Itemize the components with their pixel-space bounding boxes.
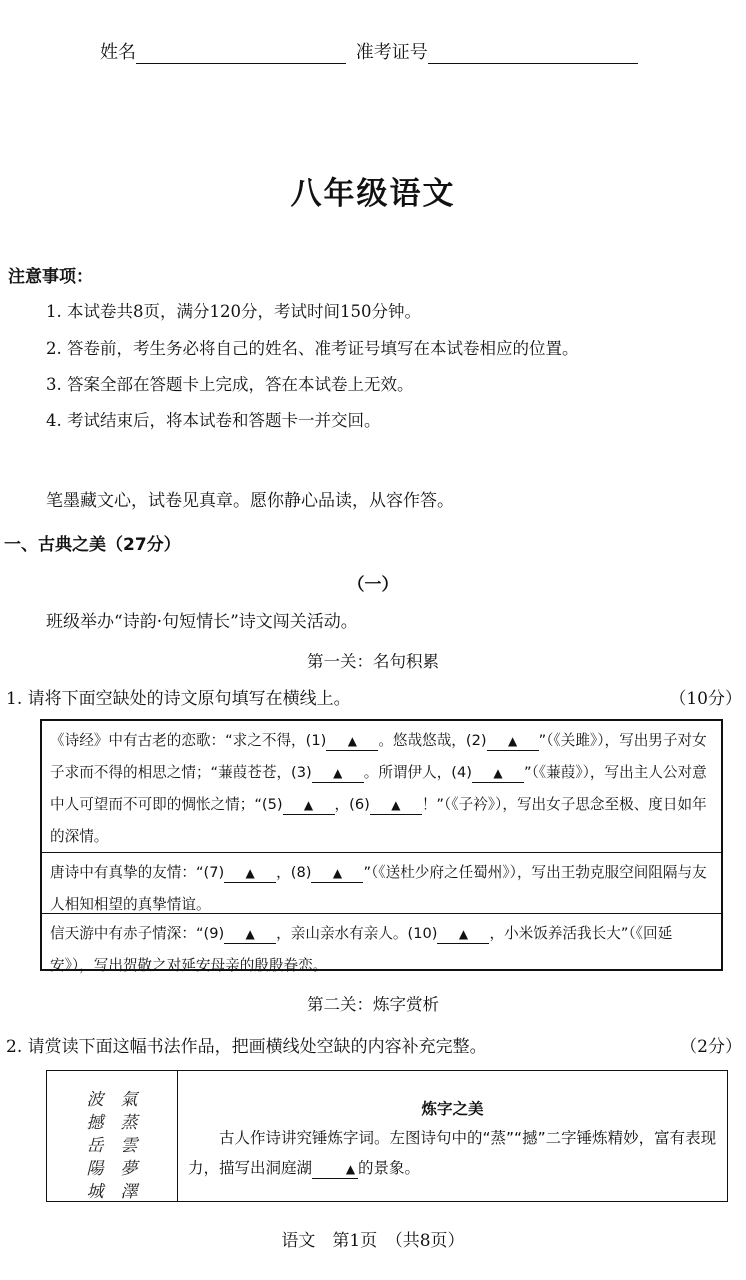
row-text: ，亲山亲水有亲人。(10) <box>276 925 438 942</box>
activity-text: 班级举办“诗韵·句短情长”诗文闯关活动。 <box>46 612 358 632</box>
question-2-score: （2分） <box>680 1037 742 1057</box>
analysis-panel <box>178 1071 727 1201</box>
level-heading: 第二关：炼字赏析 <box>307 995 439 1014</box>
calligraphy-image <box>47 1071 178 1201</box>
panel-title: 炼字之美 <box>421 1100 484 1118</box>
row-text: ”（《蒹葭》），写出主人公对意中人可望而不可即的惆怅之情；“(5) <box>50 764 707 813</box>
fill-in-table <box>40 719 723 974</box>
intro-text: 笔墨藏文心，试卷见真章。愿你静心品读，从容作答。 <box>46 491 454 511</box>
question-1: 1. 请将下面空缺处的诗文原句填写在横线上。 <box>6 689 351 709</box>
panel-text-part: 古人作诗讲究锤炼字词。左图诗句中的“蒸”“撼”二字锤炼精妙，富有表现力，描写出洞庭湖 <box>188 1129 717 1177</box>
notice-heading: 注意事项： <box>8 267 93 287</box>
table-row <box>42 853 721 914</box>
row-text: ”（《关雎》），写出男子对女子求而不得的相思之情；“蒹葭苍苍，(3) <box>50 732 707 781</box>
answer-blank: ▲ <box>437 925 489 944</box>
table-row <box>42 914 721 974</box>
row-text: ！”（《子衿》），写出女子思念至极、度日如年的深情。 <box>50 796 707 845</box>
page-title: 八年级语文 <box>290 176 456 212</box>
calligraphy-box <box>46 1070 728 1202</box>
answer-blank: ▲ <box>224 925 276 944</box>
row-text: 信天游中有赤子情深：“(9) <box>50 925 225 942</box>
row-text: ，(6) <box>334 796 370 813</box>
row-text: 。悠哉悠哉，(2) <box>378 732 487 749</box>
section-heading: 一、古典之美（27分） <box>4 535 181 555</box>
answer-blank: ▲ <box>370 796 422 815</box>
level-heading: 第一关：名句积累 <box>307 652 439 671</box>
answer-blank: ▲ <box>311 864 363 883</box>
panel-text-part: 的景象。 <box>358 1159 421 1177</box>
calligraphy-column: 波撼岳陽城 <box>86 1090 104 1202</box>
question-2: 2. 请赏读下面这幅书法作品，把画横线处空缺的内容补充完整。 <box>6 1037 487 1057</box>
question-1-score: （10分） <box>669 689 742 709</box>
answer-blank: ▲ <box>312 764 364 783</box>
exam-id-label: 准考证号 <box>355 42 428 63</box>
notice-item: 4. 考试结束后，将本试卷和答题卡一并交回。 <box>46 411 381 430</box>
notice-item: 3. 答案全部在答题卡上完成，答在本试卷上无效。 <box>46 375 414 394</box>
name-label: 姓名 <box>100 42 136 63</box>
name-field[interactable] <box>136 45 346 64</box>
table-row <box>42 721 721 853</box>
exam-header <box>100 38 638 64</box>
row-text: 《诗经》中有古老的恋歌：“求之不得，(1) <box>50 732 327 749</box>
notice-item: 2. 答卷前，考生务必将自己的姓名、准考证号填写在本试卷相应的位置。 <box>46 339 579 358</box>
answer-blank: ▲ <box>326 732 378 751</box>
answer-blank: ▲ <box>472 764 524 783</box>
row-text: ，小米饭养活我长大”（《回延安》），写出贺敬之对延安母亲的殷殷眷恋。 <box>50 925 673 974</box>
answer-blank: ▲ <box>487 732 539 751</box>
notice-item: 1. 本试卷共8页，满分120分，考试时间150分钟。 <box>46 302 421 321</box>
exam-id-field[interactable] <box>428 45 638 64</box>
answer-blank: ▲ <box>312 1160 358 1179</box>
row-text: ，(8) <box>276 864 312 881</box>
row-text: ”（《送杜少府之任蜀州》），写出王勃克服空间阻隔与友人相知相望的真挚情谊。 <box>50 864 707 913</box>
row-text: 。所谓伊人，(4) <box>363 764 472 781</box>
calligraphy-column: 氣蒸雲夢澤 <box>120 1090 138 1202</box>
answer-blank: ▲ <box>283 796 335 815</box>
answer-blank: ▲ <box>224 864 276 883</box>
row-text: 唐诗中有真挚的友情：“(7) <box>50 864 225 881</box>
panel-text <box>188 1123 717 1183</box>
page-footer: 语文 第1页 （共8页） <box>281 1231 465 1251</box>
subsection-heading: （一） <box>347 575 399 595</box>
